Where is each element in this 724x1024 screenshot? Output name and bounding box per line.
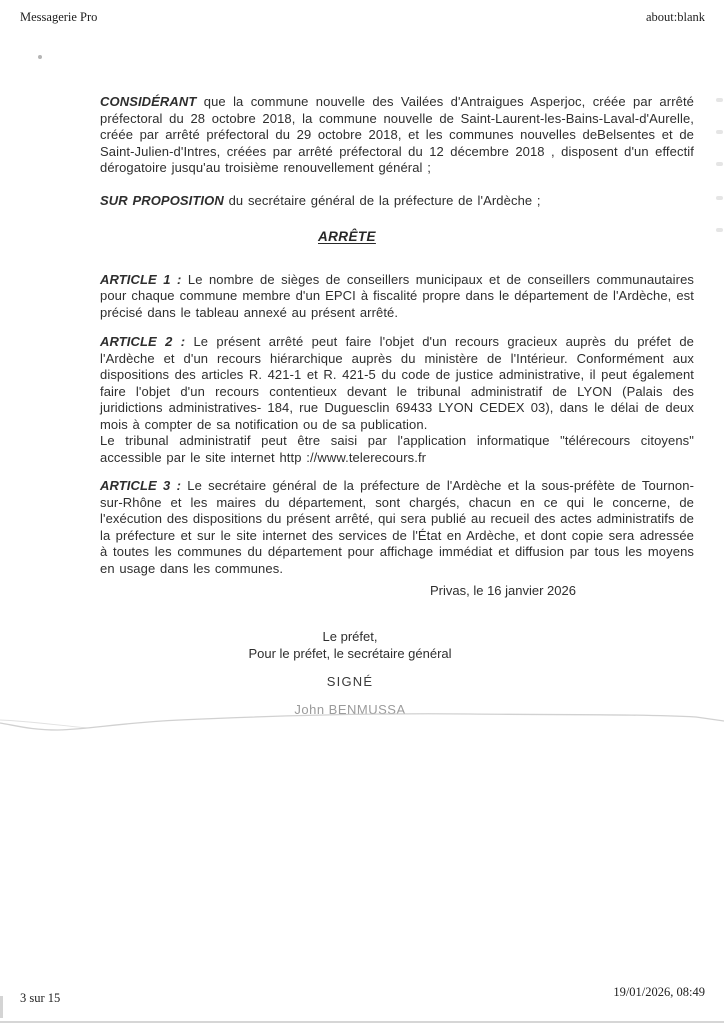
paragraph-sur-proposition [100,193,694,210]
print-header-app-title: Messagerie Pro [20,10,98,24]
page-bottom-edge [0,1021,724,1023]
article-2-text: Le présent arrêté peut faire l'objet d'un recours gracieux auprès du préfet de l'Ardèche et d'un recours hiérarchique auprès du ministère de l'Intérieur. Conformément aux dispositions des articles R. 421-1 et R. 421-5 du code de justice administrative, il peut également faire l'objet d'un recours contentieux devant le tribunal administratif de LYON (Palais des juridictions administratives- 184, rue Duguesclin 69433 LYON CEDEX 03), dans le délai de deux mois à compter de sa notification ou de sa publication. [100,334,694,432]
print-footer-page-indicator: 3 sur 15 [20,991,61,1005]
print-footer [20,985,705,1006]
scan-edge-artifact [716,130,723,134]
article-3-text: Le secrétaire général de la préfecture de l'Ardèche et la sous-préfète de Tournon-sur-Rhône et les maires du département, sont chargés, chacun en ce qui le concerne, de l'exécution des dispositions du présent arrêté, qui sera publié au recueil des actes administratifs de la préfecture et sur le site internet des services de l'État en Ardèche, et dont copie sera adressée à toutes les communes du département pour affichage immédiat et diffusion par tous les moyens en usage dans les communes. [100,478,694,576]
signature-name: John BENMUSSA [294,701,406,717]
scan-left-edge-artifact [0,996,3,1018]
paragraph-considerant [100,94,694,177]
arrete-heading: ARRÊTE [318,229,376,244]
scan-fold-line-artifact [0,700,724,740]
dateline: Privas, le 16 janvier 2026 [430,583,576,598]
signature-title-line1: Le préfet, [322,629,378,644]
considerant-text: que la commune nouvelle des Vailées d'Antraigues Asperjoc, créée par arrêté préfectoral du 28 octobre 2018, la commune nouvelle de Saint-Laurent-les-Bains-Laval-d'Aurelle, créée par arrêté préfectoral du 29 octobre 2018, et les communes nouvelles deBelsentes et de Saint-Julien-d'Intres, créées par arrêté préfectoral du 12 décembre 2018 , disposent d'un effectif dérogatoire jusqu'au troisième renouvellement général ; [100,94,694,175]
print-header-url: about:blank [645,10,705,24]
scan-edge-artifact [716,196,723,200]
article-3-lead: ARTICLE 3 : [100,478,182,493]
article-2-lead: ARTICLE 2 : [100,334,186,349]
print-header [20,10,705,25]
paragraph-article-1 [100,272,694,322]
sur-proposition-text: du secrétaire général de la préfecture de l'Ardèche ; [228,192,541,208]
sur-proposition-lead: SUR PROPOSITION [100,192,224,208]
document-body [100,94,694,577]
considerant-lead: CONSIDÉRANT [100,94,197,109]
print-footer-datetime: 19/01/2026, 08:49 [613,985,705,999]
paragraph-article-3 [100,478,694,577]
scan-speck-artifact [38,55,42,59]
article-1-lead: ARTICLE 1 : [100,271,182,287]
paragraph-article-2-telerecours [100,433,694,466]
scan-edge-artifact [716,228,723,232]
scan-edge-artifact [716,162,723,166]
scan-edge-artifact [716,98,723,102]
signature-title-line2: Pour le préfet, le secrétaire général [248,645,452,661]
paragraph-article-2 [100,334,694,433]
article-1-text: Le nombre de sièges de conseillers municipaux et de conseillers communautaires pour chaque commune membre d'un EPCI à fiscalité propre dans le département de l'Ardèche, est précisé dans le tableau annexé au présent arrêté. [100,271,694,320]
signature-signed-label: SIGNÉ [326,674,374,689]
article-2-telerecours-text: Le tribunal administratif peut être saisi par l'application informatique "télérecours citoyens" accessible par le site internet http ://www.telerecours.fr [100,433,694,465]
